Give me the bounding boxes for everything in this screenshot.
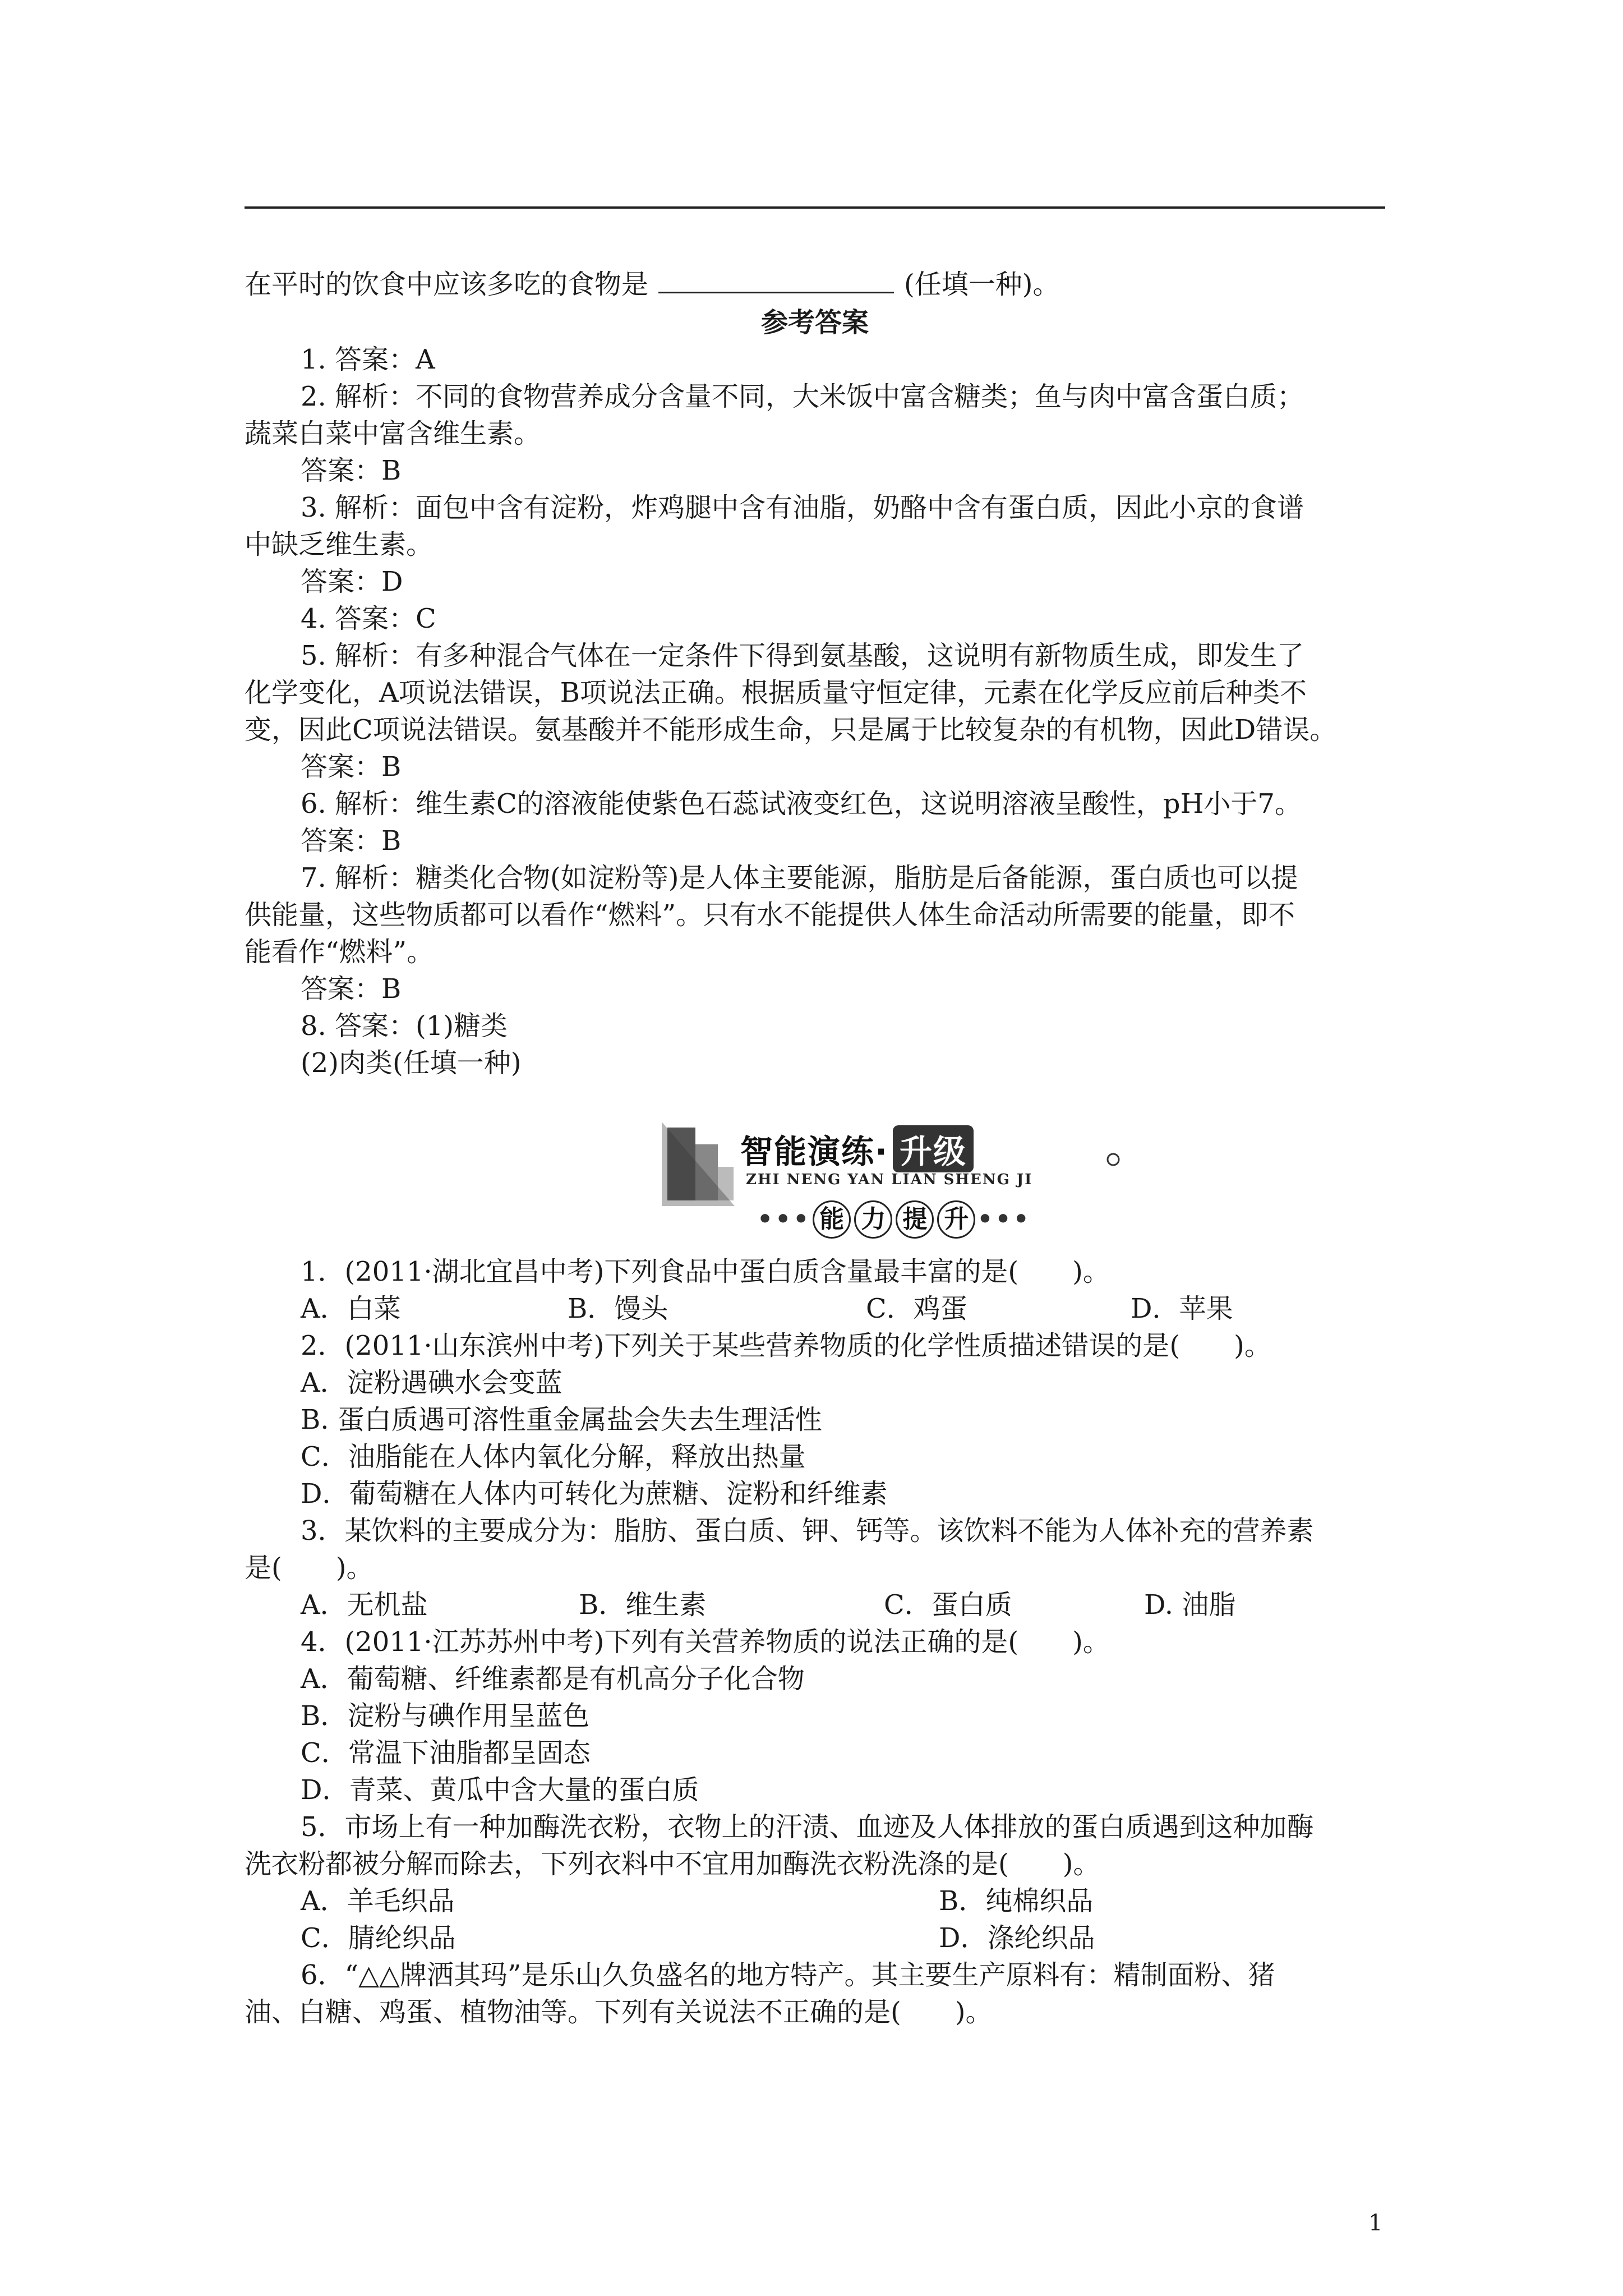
section-char: 力	[854, 1200, 892, 1239]
answer-line: 7. 解析：糖类化合物(如淀粉等)是人体主要能源，脂肪是后备能源，蛋白质也可以提	[301, 862, 1298, 894]
answer-line: 答案：B	[301, 973, 402, 1005]
question-3-cont: 是( )。	[245, 1552, 374, 1584]
answer-line: 6. 解析：维生素C的溶液能使紫色石蕊试液变红色，这说明溶液呈酸性，pH小于7。	[301, 788, 1302, 820]
answer-line: 答案：B	[301, 825, 402, 857]
option: A．白菜	[301, 1293, 401, 1324]
answer-line: 供能量，这些物质都可以看作“燃料”。只有水不能提供人体生命活动所需要的能量，即不	[245, 899, 1295, 931]
option: B．纯棉织品	[939, 1885, 1094, 1917]
dots-right: •••	[977, 1205, 1031, 1234]
question-1: 1．(2011·湖北宜昌中考)下列食品中蛋白质含量最丰富的是( )。	[301, 1256, 1110, 1287]
answer-line: 中缺乏维生素。	[245, 529, 434, 560]
option: B．馒头	[568, 1293, 668, 1324]
page-number: 1	[1368, 2210, 1383, 2236]
fill-in-line	[245, 266, 1385, 303]
answer-line: 答案：B	[301, 751, 402, 783]
question-2-option: D．葡萄糖在人体内可转化为蔗糖、淀粉和纤维素	[301, 1478, 888, 1510]
answer-line: 答案：B	[301, 455, 402, 486]
answer-line: 2. 解析：不同的食物营养成分含量不同，大米饭中富含糖类；鱼与肉中富含蛋白质；	[301, 381, 1304, 412]
answer-line: (2)肉类(任填一种)	[301, 1047, 522, 1079]
option: C．腈纶织品	[301, 1922, 456, 1954]
question-5: 5．市场上有一种加酶洗衣粉，衣物上的汗渍、血迹及人体排放的蛋白质遇到这种加酶	[301, 1811, 1314, 1843]
banner-title-text: 智能演练·	[740, 1133, 889, 1171]
question-4: 4．(2011·江苏苏州中考)下列有关营养物质的说法正确的是( )。	[301, 1626, 1110, 1658]
fill-in-blank	[658, 267, 894, 293]
question-4-option: B．淀粉与碘作用呈蓝色	[301, 1700, 590, 1732]
answer-line: 答案：D	[301, 566, 403, 597]
answer-line: 8. 答案：(1)糖类	[301, 1010, 508, 1042]
dots-left: •••	[757, 1205, 811, 1234]
question-4-option: D．青菜、黄瓜中含大量的蛋白质	[301, 1774, 699, 1806]
option: C．蛋白质	[884, 1589, 1012, 1621]
section-banner	[662, 1122, 1032, 1251]
option: A．羊毛织品	[301, 1885, 455, 1917]
answer-line: 蔬菜白菜中富含维生素。	[245, 418, 541, 449]
fill-in-suffix: (任填一种)。	[904, 269, 1060, 300]
section-char: 升	[937, 1200, 975, 1239]
answer-line: 4. 答案：C	[301, 603, 436, 634]
option: D．涤纶织品	[939, 1922, 1095, 1954]
option: D. 油脂	[1144, 1589, 1236, 1621]
stairs-logo-icon	[662, 1122, 735, 1206]
answer-line: 5. 解析：有多种混合气体在一定条件下得到氨基酸，这说明有新物质生成，即发生了	[301, 640, 1304, 671]
section-title	[757, 1200, 1031, 1239]
question-2-option: A．淀粉遇碘水会变蓝	[301, 1367, 562, 1398]
answer-line: 1. 答案：A	[301, 344, 435, 375]
question-4-option: A．葡萄糖、纤维素都是有机高分子化合物	[301, 1663, 805, 1695]
section-char: 能	[813, 1200, 851, 1239]
banner-title	[740, 1125, 974, 1172]
question-4-option: C．常温下油脂都呈固态	[301, 1737, 591, 1769]
question-6-cont: 油、白糖、鸡蛋、植物油等。下列有关说法不正确的是( )。	[245, 1996, 993, 2028]
section-char: 提	[896, 1200, 934, 1239]
header-rule	[245, 206, 1385, 209]
answer-line: 化学变化，A项说法错误，B项说法正确。根据质量守恒定律，元素在化学反应前后种类不	[245, 677, 1307, 708]
option: D．苹果	[1131, 1293, 1233, 1324]
banner-title-boxed: 升级	[893, 1125, 974, 1172]
circle-pin-icon	[1106, 1152, 1121, 1167]
question-6: 6．“△△牌洒其玛”是乐山久负盛名的地方特产。其主要生产原料有：精制面粉、猪	[301, 1959, 1275, 1991]
option: C．鸡蛋	[866, 1293, 967, 1324]
question-3: 3．某饮料的主要成分为：脂肪、蛋白质、钾、钙等。该饮料不能为人体补充的营养素	[301, 1515, 1314, 1547]
answers-heading: 参考答案	[760, 307, 869, 338]
question-5-cont: 洗衣粉都被分解而除去，下列衣料中不宜用加酶洗衣粉洗涤的是( )。	[245, 1848, 1100, 1880]
question-2: 2．(2011·山东滨州中考)下列关于某些营养物质的化学性质描述错误的是( )。	[301, 1330, 1271, 1361]
answer-line: 能看作“燃料”。	[245, 936, 434, 968]
answer-line: 变，因此C项说法错误。氨基酸并不能形成生命，只是属于比较复杂的有机物，因此D错误。	[245, 714, 1337, 746]
option: B．维生素	[579, 1589, 707, 1621]
question-2-option: C．油脂能在人体内氧化分解，释放出热量	[301, 1441, 806, 1473]
fill-in-text: 在平时的饮食中应该多吃的食物是	[245, 269, 649, 300]
question-2-option: B. 蛋白质遇可溶性重金属盐会失去生理活性	[301, 1404, 822, 1435]
option: A．无机盐	[301, 1589, 428, 1621]
answer-line: 3. 解析：面包中含有淀粉，炸鸡腿中含有油脂，奶酪中含有蛋白质，因此小京的食谱	[301, 492, 1304, 523]
banner-subtitle: ZHI NENG YAN LIAN SHENG JI	[746, 1171, 1033, 1188]
